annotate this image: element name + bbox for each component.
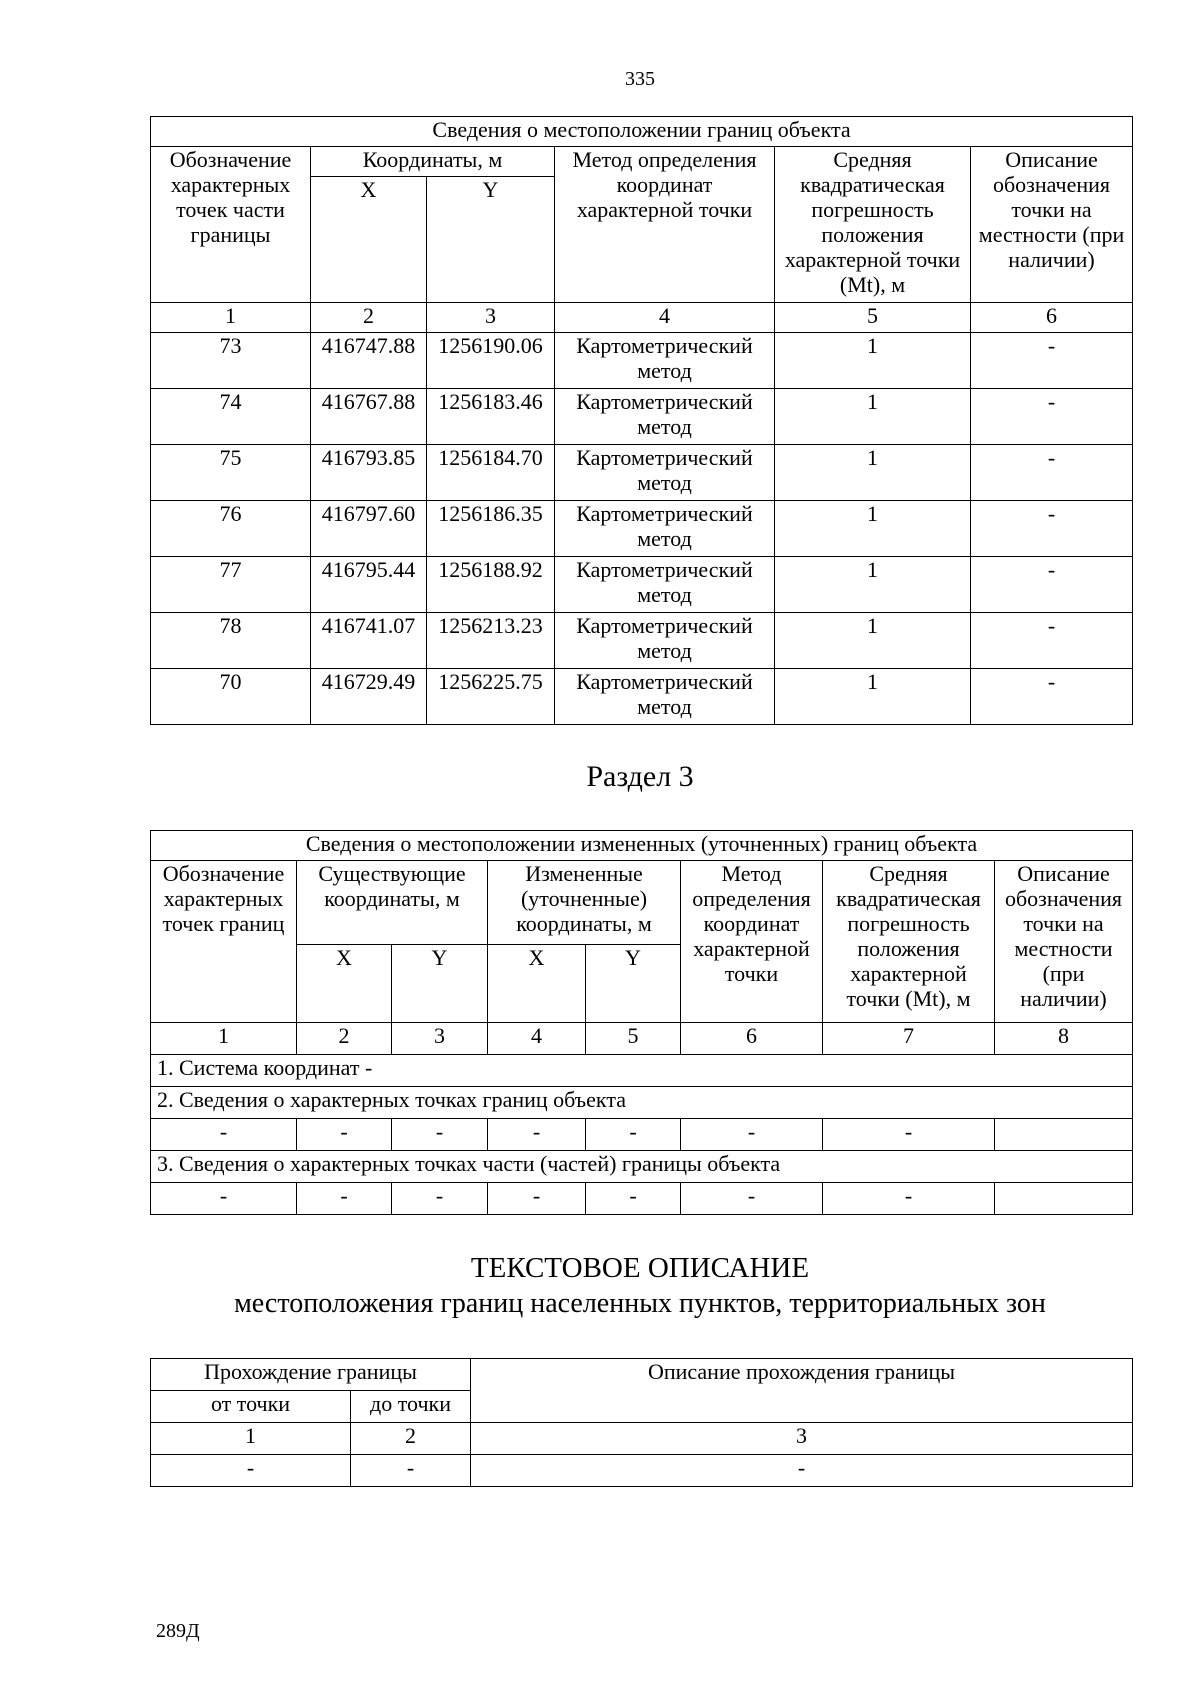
header-description: Описание прохождения границы	[471, 1359, 1133, 1423]
error-cell: 1	[775, 333, 971, 389]
column-number: 2	[351, 1423, 471, 1455]
description-cell: -	[971, 613, 1133, 669]
description-cell: -	[971, 445, 1133, 501]
header-x: X	[297, 945, 392, 1023]
method-cell: Картометрический метод	[555, 445, 775, 501]
header-x: X	[488, 945, 586, 1023]
y-cell: 1256188.92	[427, 557, 555, 613]
table-row	[151, 1119, 1133, 1151]
description-cell: -	[971, 333, 1133, 389]
table-row	[151, 501, 1133, 557]
table-cell: -	[586, 1119, 681, 1151]
x-cell: 416797.60	[311, 501, 427, 557]
header-method: Метод определения координат характерной точки	[555, 147, 775, 303]
header-from-point: от точки	[151, 1391, 351, 1423]
method-cell: Картометрический метод	[555, 669, 775, 725]
point-cell: 77	[151, 557, 311, 613]
point-cell: 75	[151, 445, 311, 501]
error-cell: 1	[775, 557, 971, 613]
header-y: Y	[586, 945, 681, 1023]
column-number: 6	[681, 1023, 823, 1055]
section-heading: Раздел 3	[586, 760, 694, 793]
table-cell: -	[392, 1183, 488, 1215]
table-cell: -	[392, 1119, 488, 1151]
table-cell: -	[681, 1183, 823, 1215]
text-description-title: ТЕКСТОВОЕ ОПИСАНИЕ	[470, 1252, 810, 1284]
header-y: Y	[392, 945, 488, 1023]
header-changed-coordinates: Измененные (уточненные) координаты, м	[488, 861, 681, 945]
table-cell: -	[823, 1183, 995, 1215]
y-cell: 1256186.35	[427, 501, 555, 557]
point-cell: 70	[151, 669, 311, 725]
table-row	[151, 389, 1133, 445]
table-cell: -	[586, 1183, 681, 1215]
header-y: Y	[427, 177, 555, 303]
method-cell: Картометрический метод	[555, 501, 775, 557]
table-cell: -	[297, 1119, 392, 1151]
column-number: 5	[586, 1023, 681, 1055]
table-cell: -	[471, 1455, 1133, 1487]
header-error: Средняя квадратическая погрешность положения характерной точки (Mt), м	[775, 147, 971, 303]
column-numbers-row	[151, 303, 1133, 333]
table-row	[151, 669, 1133, 725]
header-x: X	[311, 177, 427, 303]
column-number: 7	[823, 1023, 995, 1055]
table-cell: -	[151, 1119, 297, 1151]
error-cell: 1	[775, 613, 971, 669]
table-row	[151, 333, 1133, 389]
header-to-point: до точки	[351, 1391, 471, 1423]
table-cell: -	[488, 1119, 586, 1151]
table-cell	[995, 1183, 1133, 1215]
changed-boundaries-table	[150, 830, 1133, 1215]
error-cell: 1	[775, 669, 971, 725]
table-row	[151, 557, 1133, 613]
description-cell: -	[971, 389, 1133, 445]
y-cell: 1256184.70	[427, 445, 555, 501]
column-number: 8	[995, 1023, 1133, 1055]
table-row	[151, 613, 1133, 669]
description-cell: -	[971, 557, 1133, 613]
column-number: 1	[151, 1023, 297, 1055]
x-cell: 416747.88	[311, 333, 427, 389]
footer-document-code: 289Д	[156, 1620, 200, 1642]
error-cell: 1	[775, 501, 971, 557]
header-passage: Прохождение границы	[151, 1359, 471, 1391]
column-number: 1	[151, 303, 311, 333]
column-numbers-row	[151, 1423, 1133, 1455]
section-points-heading: 2. Сведения о характерных точках границ объекта	[151, 1087, 1133, 1119]
x-cell: 416767.88	[311, 389, 427, 445]
table-cell	[995, 1119, 1133, 1151]
error-cell: 1	[775, 389, 971, 445]
x-cell: 416729.49	[311, 669, 427, 725]
table-cell: -	[151, 1183, 297, 1215]
point-cell: 76	[151, 501, 311, 557]
table-title: Сведения о местоположении границ объекта	[151, 117, 1133, 147]
page-number: 335	[625, 68, 655, 90]
y-cell: 1256213.23	[427, 613, 555, 669]
table-cell: -	[151, 1455, 351, 1487]
method-cell: Картометрический метод	[555, 613, 775, 669]
boundary-description-table	[150, 1358, 1133, 1487]
description-cell: -	[971, 501, 1133, 557]
column-number: 5	[775, 303, 971, 333]
y-cell: 1256190.06	[427, 333, 555, 389]
header-description: Описание обозначения точки на местности (при наличии)	[971, 147, 1133, 303]
text-description-subtitle: местоположения границ населенных пунктов, территориальных зон	[234, 1288, 1046, 1319]
point-cell: 74	[151, 389, 311, 445]
table-cell: -	[351, 1455, 471, 1487]
x-cell: 416795.44	[311, 557, 427, 613]
table-row	[151, 1183, 1133, 1215]
header-existing-coordinates: Существующие координаты, м	[297, 861, 488, 945]
header-method: Метод определения координат характерной точки	[681, 861, 823, 1023]
header-coordinates: Координаты, м	[311, 147, 555, 177]
x-cell: 416741.07	[311, 613, 427, 669]
y-cell: 1256183.46	[427, 389, 555, 445]
description-cell: -	[971, 669, 1133, 725]
coordinate-system-row: 1. Система координат -	[151, 1055, 1133, 1087]
error-cell: 1	[775, 445, 971, 501]
table-cell: -	[823, 1119, 995, 1151]
header-error: Средняя квадратическая погрешность положения характерной точки (Mt), м	[823, 861, 995, 1023]
boundary-points-table	[150, 116, 1133, 725]
column-numbers-row	[151, 1023, 1133, 1055]
table-cell: -	[488, 1183, 586, 1215]
y-cell: 1256225.75	[427, 669, 555, 725]
table-cell: -	[297, 1183, 392, 1215]
table-cell: -	[681, 1119, 823, 1151]
method-cell: Картометрический метод	[555, 389, 775, 445]
column-number: 4	[555, 303, 775, 333]
x-cell: 416793.85	[311, 445, 427, 501]
point-cell: 78	[151, 613, 311, 669]
column-number: 6	[971, 303, 1133, 333]
column-number: 3	[427, 303, 555, 333]
column-number: 2	[297, 1023, 392, 1055]
column-number: 2	[311, 303, 427, 333]
column-number: 1	[151, 1423, 351, 1455]
method-cell: Картометрический метод	[555, 333, 775, 389]
table-title: Сведения о местоположении измененных (уточненных) границ объекта	[151, 831, 1133, 861]
point-cell: 73	[151, 333, 311, 389]
table-row	[151, 445, 1133, 501]
section-part-points-heading: 3. Сведения о характерных точках части (частей) границы объекта	[151, 1151, 1133, 1183]
header-description: Описание обозначения точки на местности (при наличии)	[995, 861, 1133, 1023]
column-number: 3	[471, 1423, 1133, 1455]
header-designation: Обозначение характерных точек границ	[151, 861, 297, 1023]
method-cell: Картометрический метод	[555, 557, 775, 613]
column-number: 3	[392, 1023, 488, 1055]
column-number: 4	[488, 1023, 586, 1055]
table-row	[151, 1455, 1133, 1487]
header-designation: Обозначение характерных точек части границы	[151, 147, 311, 303]
